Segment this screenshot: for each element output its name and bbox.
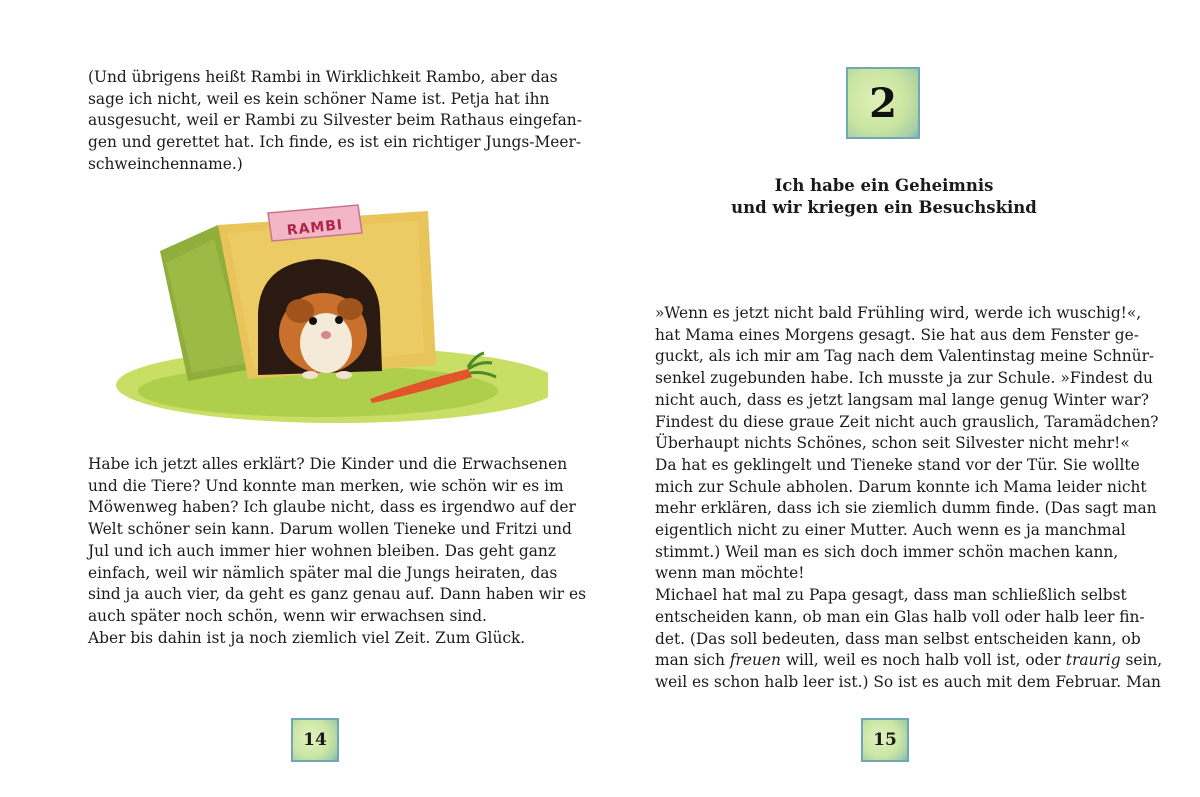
text-fragment: man sich	[655, 651, 730, 670]
page-number: 15	[861, 718, 909, 762]
text-line: sind ja auch vier, da geht es ganz genau auf. Dann haben wir es	[88, 585, 587, 604]
text-line: stimmt.) Weil man es sich doch immer schön machen kann,	[655, 542, 1119, 561]
text-line: weil es schon halb leer ist.) So ist es auch mit dem Februar. Man	[655, 672, 1161, 691]
text-line: ausgesucht, weil er Rambi zu Silvester beim Rathaus eingefan-	[88, 111, 582, 130]
text-line: eigentlich nicht zu einer Mutter. Auch wenn es ja manchmal	[655, 521, 1126, 540]
text-line: Aber bis dahin ist ja noch ziemlich viel Zeit. Zum Glück.	[88, 628, 526, 647]
intro-paragraph	[88, 67, 582, 176]
text-line: mich zur Schule abholen. Darum konnte ich Mama leider nicht	[655, 477, 1147, 496]
text-fragment: sein,	[1120, 651, 1163, 670]
text-line: guckt, als ich mir am Tag nach dem Valentinstag meine Schnür-	[655, 347, 1155, 366]
text-line: nicht auch, dass es jetzt langsam mal lange genug Winter war?	[655, 390, 1149, 409]
text-line: Da hat es geklingelt und Tieneke stand vor der Tür. Sie wollte	[655, 455, 1140, 474]
text-line: und die Tiere? Und konnte man merken, wie schön wir es im	[88, 476, 564, 495]
text-line: Überhaupt nichts Schönes, schon seit Silvester nicht mehr!«	[655, 434, 1130, 453]
chapter-title-line: und wir kriegen ein Besuchskind	[731, 198, 1037, 217]
emphasis-word: freuen	[729, 651, 781, 670]
text-line: entscheiden kann, ob man ein Glas halb voll oder halb leer fin-	[655, 607, 1145, 626]
text-line: det. (Das soll bedeuten, dass man selbst entscheiden kann, ob	[655, 629, 1141, 648]
text-line: mehr erklären, dass ich sie ziemlich dumm finde. (Das sagt man	[655, 499, 1157, 518]
text-line: wenn man möchte!	[655, 564, 805, 583]
text-line: hat Mama eines Morgens gesagt. Sie hat aus dem Fenster ge-	[655, 325, 1139, 344]
sign-label: RAMBI	[286, 217, 344, 239]
text-line: gen und gerettet hat. Ich finde, es ist ein richtiger Jungs-Meer-	[88, 133, 582, 152]
page-number: 14	[291, 718, 339, 762]
text-line	[655, 650, 1163, 672]
text-line: Möwenweg haben? Ich glaube nicht, dass es irgendwo auf der	[88, 498, 576, 517]
text-line: Jul und ich auch immer hier wohnen bleiben. Das geht ganz	[88, 541, 556, 560]
chapter-title	[655, 175, 1113, 219]
chapter-number: 2	[846, 67, 920, 139]
text-line: schweinchenname.)	[88, 154, 243, 173]
emphasis-word: traurig	[1065, 651, 1121, 670]
text-line: einfach, weil wir nämlich später mal die Jungs heiraten, das	[88, 563, 558, 582]
chapter-body	[655, 303, 1163, 694]
text-line: Habe ich jetzt alles erklärt? Die Kinder und die Erwachsenen	[88, 455, 568, 473]
text-line: Findest du diese graue Zeit nicht auch grauslich, Taramädchen?	[655, 412, 1159, 431]
text-line: senkel zugebunden habe. Ich musste ja zur Schule. »Findest du	[655, 369, 1153, 388]
text-line: Michael hat mal zu Papa gesagt, dass man schließlich selbst	[655, 586, 1127, 605]
text-line: auch später noch schön, wenn wir erwachsen sind.	[88, 606, 487, 625]
chapter-title-line: Ich habe ein Geheimnis	[774, 176, 994, 195]
text-line: Welt schöner sein kann. Darum wollen Tieneke und Fritzi und	[88, 520, 572, 539]
text-fragment: will, weil es noch halb voll ist, oder	[780, 651, 1066, 670]
closing-paragraph	[88, 454, 587, 649]
text-line: »Wenn es jetzt nicht bald Frühling wird, werde ich wuschig!«,	[655, 304, 1142, 322]
text-line: (Und übrigens heißt Rambi in Wirklichkeit Rambo, aber das	[88, 68, 558, 86]
text-line: sage ich nicht, weil es kein schöner Name ist. Petja hat ihn	[88, 89, 550, 108]
